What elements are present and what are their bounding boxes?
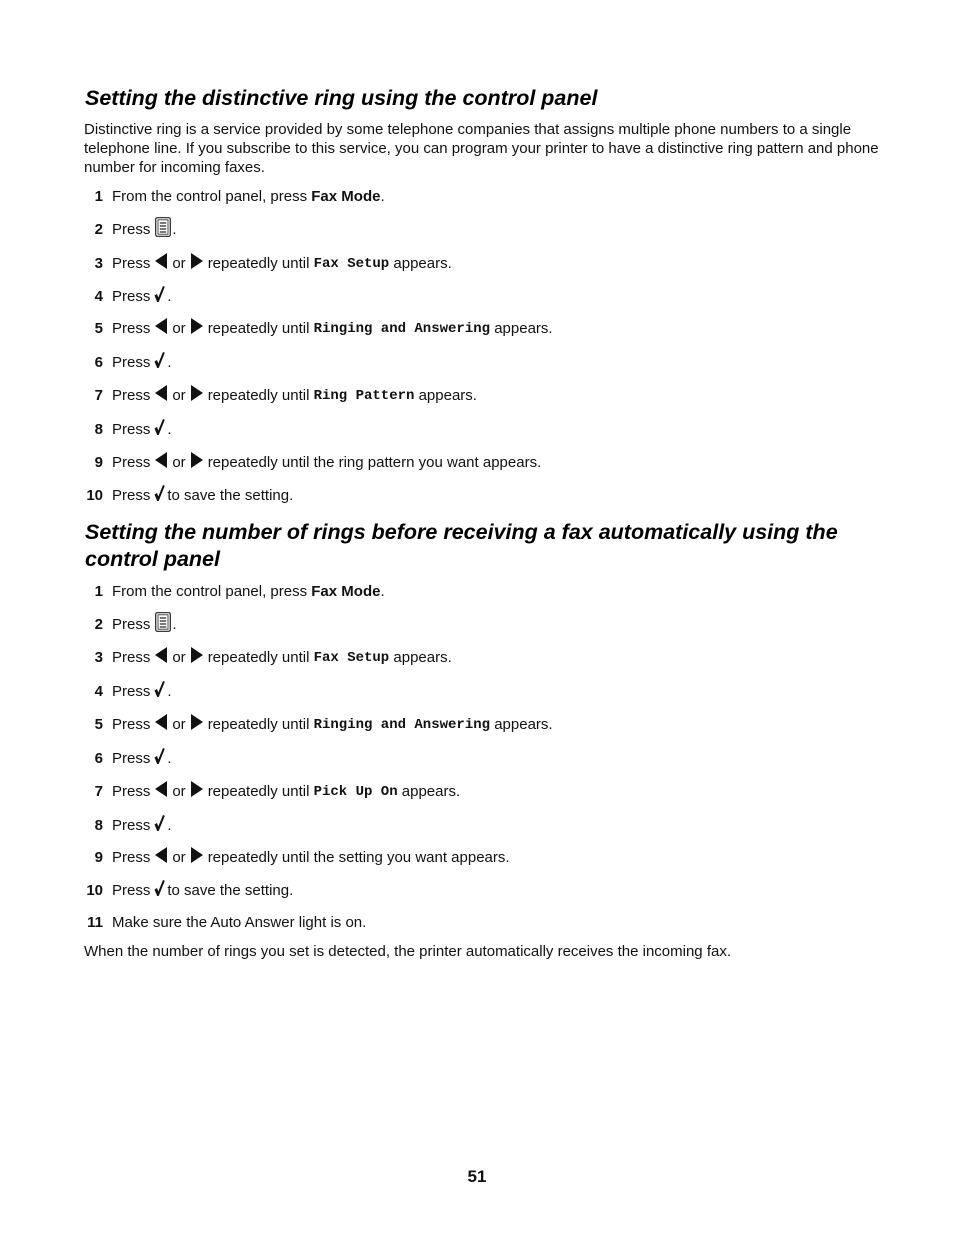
right-arrow-icon	[190, 252, 204, 277]
section-1-heading: Setting the distinctive ring using the control panel	[85, 86, 598, 110]
left-arrow-icon	[154, 451, 168, 476]
instruction-text: Press	[112, 849, 151, 866]
instruction-text: From the control panel, press	[112, 188, 312, 205]
instruction-text: repeatedly until the setting you want appears.	[207, 849, 510, 866]
instruction-text: Press	[112, 750, 151, 767]
instruction-text: appears.	[389, 255, 452, 272]
step-number: 1	[94, 583, 103, 600]
step-text	[112, 219, 177, 241]
instruction-text: Press	[112, 221, 151, 238]
instruction-text: Press	[112, 783, 151, 800]
instruction-text: or	[172, 320, 186, 337]
instruction-text: Press	[112, 882, 151, 899]
step-number: 2	[94, 221, 103, 238]
instruction-text: repeatedly until	[207, 649, 314, 666]
section-1-intro: Distinctive ring is a service provided by some telephone companies that assigns multiple phone numbers to a single telephone line. If you subscribe to this service, you can program your printer to have a distinctive ring pattern and phone number for incoming faxes.	[84, 121, 879, 176]
instruction-text: Press	[112, 683, 151, 700]
instruction-text: appears.	[490, 716, 553, 733]
step-number: 6	[94, 750, 103, 767]
left-arrow-icon	[154, 713, 168, 738]
checkmark-icon	[154, 484, 165, 509]
instruction-text: or	[172, 454, 186, 471]
button-name: Fax Mode	[311, 583, 381, 600]
right-arrow-icon	[190, 713, 204, 738]
left-arrow-icon	[154, 780, 168, 805]
display-text: Fax Setup	[313, 256, 390, 272]
step-number: 1	[94, 188, 103, 205]
instruction-text: .	[167, 750, 172, 767]
right-arrow-icon	[190, 317, 204, 342]
instruction-text: Press	[112, 616, 151, 633]
instruction-text: Press	[112, 288, 151, 305]
step-number: 5	[94, 716, 103, 733]
step-number: 7	[94, 783, 103, 800]
page-number: 51	[467, 1167, 487, 1186]
button-name: Fax Mode	[311, 188, 381, 205]
display-text: Ring Pattern	[313, 388, 415, 404]
display-text: Ringing and Answering	[313, 321, 491, 337]
instruction-text: Make sure the Auto Answer light is on.	[112, 914, 367, 931]
instruction-text: or	[172, 716, 186, 733]
step-text	[112, 815, 172, 837]
instruction-text: .	[167, 354, 172, 371]
instruction-text: appears.	[389, 649, 452, 666]
step-text	[112, 253, 452, 275]
step-text	[112, 681, 172, 703]
step-number: 10	[86, 487, 103, 504]
section-2-heading	[85, 519, 838, 573]
instruction-text: Press	[112, 255, 151, 272]
step-text	[112, 286, 172, 308]
instruction-text: .	[167, 288, 172, 305]
right-arrow-icon	[190, 646, 204, 671]
step-text	[112, 847, 510, 869]
instruction-text: or	[172, 255, 186, 272]
instruction-text: or	[172, 649, 186, 666]
step-text	[112, 880, 293, 902]
step-number: 2	[94, 616, 103, 633]
step-number: 3	[94, 649, 103, 666]
instruction-text: Press	[112, 716, 151, 733]
step-number: 3	[94, 255, 103, 272]
step-number: 6	[94, 354, 103, 371]
step-number: 4	[94, 683, 103, 700]
instruction-text: .	[167, 817, 172, 834]
step-text	[112, 714, 553, 736]
instruction-text: appears.	[490, 320, 553, 337]
menu-icon	[155, 612, 171, 639]
right-arrow-icon	[190, 780, 204, 805]
step-number: 9	[94, 454, 103, 471]
instruction-text: or	[172, 387, 186, 404]
left-arrow-icon	[154, 317, 168, 342]
instruction-text: repeatedly until	[207, 320, 314, 337]
step-text	[112, 385, 477, 407]
section-2-heading-line-1: Setting the number of rings before receiving a fax automatically using the	[85, 520, 838, 544]
section-2-outro: When the number of rings you set is detected, the printer automatically receives the incoming fax.	[84, 943, 731, 960]
instruction-text: Press	[112, 817, 151, 834]
checkmark-icon	[154, 814, 165, 839]
left-arrow-icon	[154, 646, 168, 671]
right-arrow-icon	[190, 451, 204, 476]
right-arrow-icon	[190, 846, 204, 871]
step-number: 8	[94, 817, 103, 834]
display-text: Ringing and Answering	[313, 717, 491, 733]
instruction-text: .	[172, 616, 177, 633]
instruction-text: .	[380, 583, 385, 600]
left-arrow-icon	[154, 846, 168, 871]
step-number: 11	[87, 914, 103, 931]
instruction-text: Press	[112, 354, 151, 371]
step-number: 10	[86, 882, 103, 899]
step-number: 8	[94, 421, 103, 438]
right-arrow-icon	[190, 384, 204, 409]
step-text	[112, 452, 541, 474]
instruction-text: .	[167, 421, 172, 438]
instruction-text: .	[380, 188, 385, 205]
step-text	[112, 419, 172, 441]
step-number: 4	[94, 288, 103, 305]
instruction-text: Press	[112, 387, 151, 404]
instruction-text: repeatedly until the ring pattern you want appears.	[207, 454, 542, 471]
step-number: 5	[94, 320, 103, 337]
checkmark-icon	[154, 351, 165, 376]
checkmark-icon	[154, 747, 165, 772]
step-number: 7	[94, 387, 103, 404]
step-text	[112, 912, 366, 934]
instruction-text: repeatedly until	[207, 387, 314, 404]
checkmark-icon	[154, 285, 165, 310]
menu-icon	[155, 217, 171, 244]
instruction-text: Press	[112, 487, 151, 504]
instruction-text: .	[172, 221, 177, 238]
instruction-text: .	[167, 683, 172, 700]
left-arrow-icon	[154, 252, 168, 277]
step-text	[112, 748, 172, 770]
instruction-text: Press	[112, 421, 151, 438]
instruction-text: appears.	[397, 783, 461, 800]
instruction-text: Press	[112, 320, 151, 337]
step-text	[112, 614, 177, 636]
instruction-text: From the control panel, press	[112, 583, 312, 600]
checkmark-icon	[154, 879, 165, 904]
step-text	[112, 485, 293, 507]
step-text	[112, 647, 452, 669]
display-text: Pick Up On	[313, 784, 398, 800]
instruction-text: to save the setting.	[167, 487, 294, 504]
instruction-text: or	[172, 849, 186, 866]
checkmark-icon	[154, 680, 165, 705]
step-text	[112, 318, 553, 340]
step-text	[112, 581, 385, 603]
instruction-text: to save the setting.	[167, 882, 294, 899]
step-number: 9	[94, 849, 103, 866]
step-text	[112, 781, 460, 803]
instruction-text: Press	[112, 649, 151, 666]
checkmark-icon	[154, 418, 165, 443]
step-text	[112, 186, 385, 208]
instruction-text: appears.	[414, 387, 477, 404]
instruction-text: repeatedly until	[207, 783, 314, 800]
left-arrow-icon	[154, 384, 168, 409]
section-2-heading-line-2: control panel	[85, 547, 220, 571]
instruction-text: repeatedly until	[207, 716, 314, 733]
instruction-text: Press	[112, 454, 151, 471]
instruction-text: or	[172, 783, 186, 800]
step-text	[112, 352, 172, 374]
instruction-text: repeatedly until	[207, 255, 314, 272]
display-text: Fax Setup	[313, 650, 390, 666]
